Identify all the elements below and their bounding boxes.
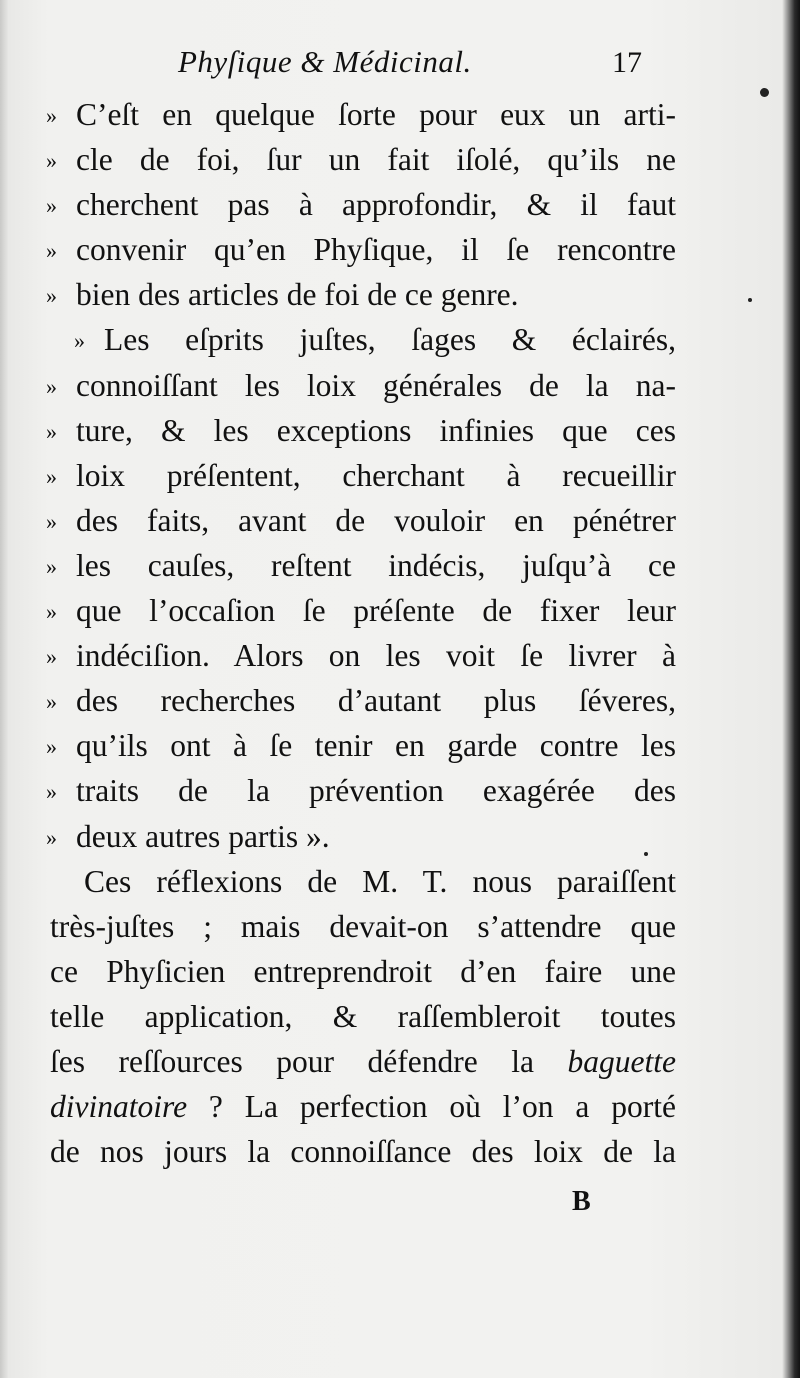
text-line: » ture, & les exceptions infinies que ces xyxy=(46,408,676,453)
text-line: » cherchent pas à approfondir, & il faut xyxy=(46,182,676,227)
quote-mark: » xyxy=(46,148,57,174)
ink-speck xyxy=(748,298,752,302)
body-text xyxy=(46,92,676,1174)
page-header xyxy=(0,40,800,90)
quote-mark: » xyxy=(46,779,57,805)
quote-mark: » xyxy=(46,373,57,399)
text-line: très-juſtes ; mais devait-on s’attendre que xyxy=(50,908,676,944)
quote-mark: » xyxy=(46,644,57,670)
text-line: » des recherches d’autant plus ſéveres, xyxy=(46,678,676,723)
text-line: » les cauſes, reſtent indécis, juſqu’à ce xyxy=(46,543,676,588)
text-line: ce Phyſicien entreprendroit d’en faire une xyxy=(50,953,676,989)
ink-speck xyxy=(760,88,769,97)
text-line: » deux autres partis ». xyxy=(46,814,676,859)
text-line: ſes reſſources pour défendre la baguette xyxy=(50,1043,677,1079)
quote-mark: » xyxy=(74,328,85,354)
text-line: » connoiſſant les loix générales de la na- xyxy=(46,363,676,408)
quote-mark: » xyxy=(46,238,57,264)
page-right-edge-shadow xyxy=(782,0,800,1378)
text-line: Ces réflexions de M. T. nous paraiſſent xyxy=(84,863,676,899)
quote-mark: » xyxy=(46,418,57,444)
quote-mark: » xyxy=(46,283,57,309)
quote-mark: » xyxy=(46,599,57,625)
text-line: » traits de la prévention exagérée des xyxy=(46,768,676,813)
page-number: 17 xyxy=(612,46,642,79)
text-line: » convenir qu’en Phyſique, il ſe rencontre xyxy=(46,227,676,272)
quote-mark: » xyxy=(46,193,57,219)
running-title: Phyſique & Médicinal. xyxy=(178,44,472,79)
text-line: divinatoire ? La perfection où l’on a porté xyxy=(50,1089,676,1125)
text-line: » que l’occaſion ſe préſente de fixer leur xyxy=(46,588,676,633)
quote-mark: » xyxy=(46,734,57,760)
text-line: » des faits, avant de vouloir en pénétrer xyxy=(46,498,676,543)
text-line: » qu’ils ont à ſe tenir en garde contre les xyxy=(46,723,676,768)
text-line: » bien des articles de foi de ce genre. xyxy=(46,272,676,317)
text-line: » cle de foi, ſur un fait iſolé, qu’ils ne xyxy=(46,137,676,182)
page-left-edge xyxy=(0,0,8,1378)
quote-mark: » xyxy=(46,103,57,128)
text-line: de nos jours la connoiſſance des loix de la xyxy=(50,1134,676,1170)
text-line: » C’eſt en quelque ſorte pour eux un arti- xyxy=(46,92,676,137)
quote-mark: » xyxy=(46,463,57,489)
text-line: » loix préſentent, cherchant à recueillir xyxy=(46,453,676,498)
quote-mark: » xyxy=(46,553,57,579)
signature-mark: B xyxy=(572,1186,591,1217)
text-line: » Les eſprits juſtes, ſages & éclairés, xyxy=(46,317,676,362)
quote-mark: » xyxy=(46,824,57,850)
quote-mark: » xyxy=(46,508,57,534)
quote-mark: » xyxy=(46,689,57,715)
text-line: » indéciſion. Alors on les voit ſe livrer à xyxy=(46,633,676,678)
text-line: telle application, & raſſembleroit toutes xyxy=(50,998,676,1034)
ink-speck xyxy=(644,852,648,856)
